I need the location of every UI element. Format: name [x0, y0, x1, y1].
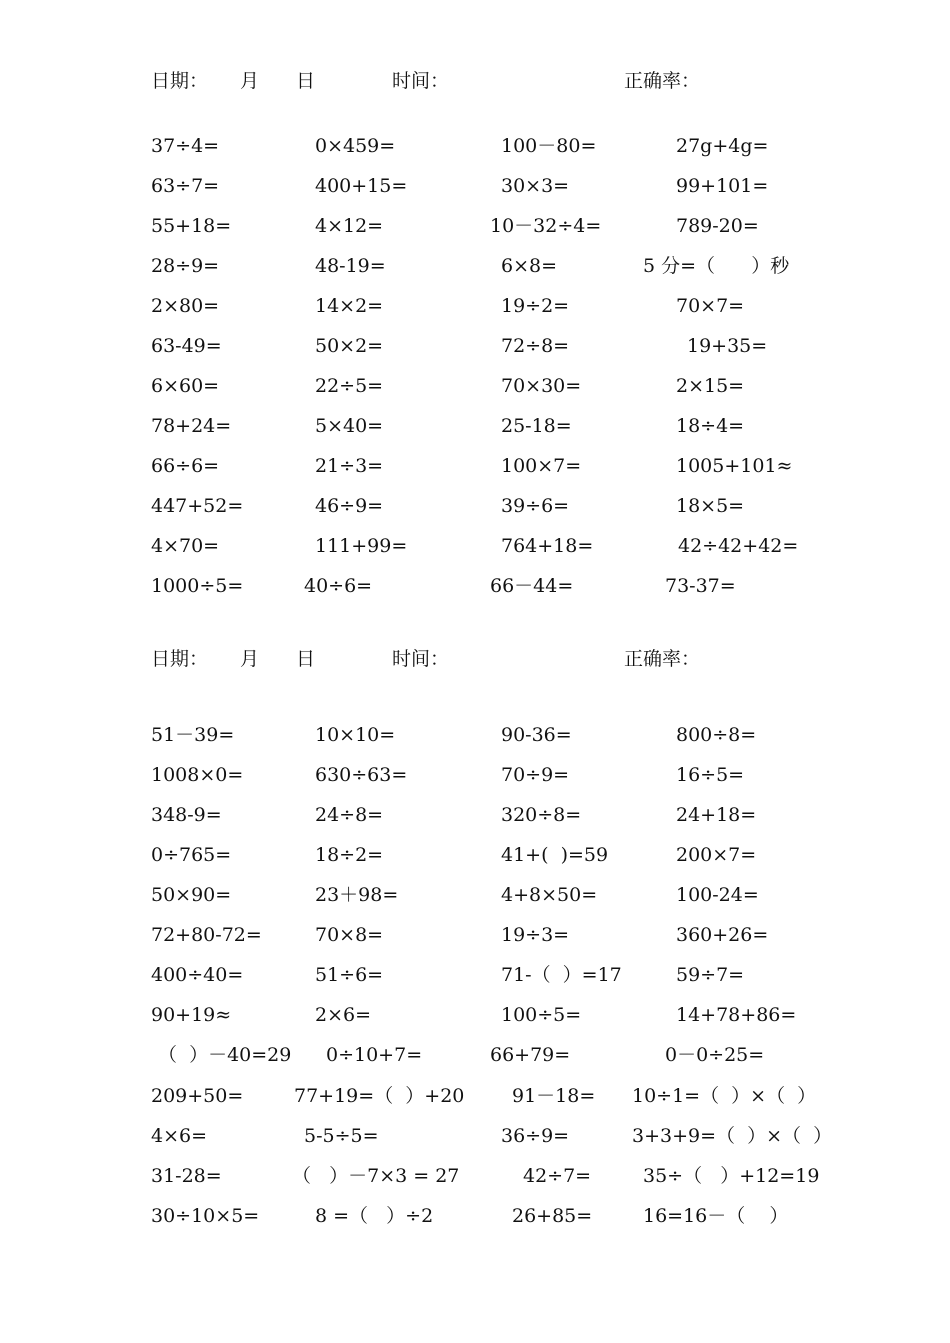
problem-row [0, 212, 950, 240]
problem-row [0, 332, 950, 360]
problem: 5 分=（ ）秒 [643, 255, 790, 277]
problem: 42÷7= [523, 1165, 592, 1187]
accuracy-label: 正确率： [624, 648, 701, 670]
problem: 66÷6= [151, 455, 220, 477]
problem: 36÷9= [501, 1125, 570, 1147]
problem: 72+80-72= [151, 924, 262, 946]
problem: 0×459= [315, 135, 396, 157]
problem: 48-19= [315, 255, 386, 277]
problem: 360+26= [676, 924, 769, 946]
problem: 40÷6= [304, 575, 373, 597]
problem: 16÷5= [676, 764, 745, 786]
problem: 6×8= [501, 255, 558, 277]
problem: 24+18= [676, 804, 757, 826]
problem: 5×40= [315, 415, 384, 437]
problem-row [0, 132, 950, 160]
month-label: 月 [240, 70, 260, 92]
problem-row [0, 961, 950, 989]
problem: 320÷8= [501, 804, 582, 826]
problem: 2×6= [315, 1004, 372, 1026]
problem: 400+15= [315, 175, 408, 197]
problem: 789-20= [676, 215, 759, 237]
worksheet-header-1 [0, 66, 950, 96]
problem: 14+78+86= [676, 1004, 797, 1026]
problem-row [0, 532, 950, 560]
problem: 22÷5= [315, 375, 384, 397]
problem: 46÷9= [315, 495, 384, 517]
problem: 3+3+9=（ ）×（ ） [632, 1125, 833, 1147]
problem: 0÷765= [151, 844, 232, 866]
problem-row [0, 761, 950, 789]
problem-row [0, 372, 950, 400]
problem: 21÷3= [315, 455, 384, 477]
problem: 77+19=（ ）+20 [294, 1085, 465, 1107]
problem: 70×8= [315, 924, 384, 946]
problem: 14×2= [315, 295, 384, 317]
problem: 1005+101≈ [676, 455, 793, 477]
problem: 63÷7= [151, 175, 220, 197]
time-label: 时间： [392, 648, 450, 670]
problem: 1000÷5= [151, 575, 244, 597]
problem: 19÷3= [501, 924, 570, 946]
problem: 66+79= [490, 1044, 571, 1066]
problem: 764+18= [501, 535, 594, 557]
problem: 19+35= [687, 335, 768, 357]
problem: （ ）－7×3 = 27 [292, 1165, 460, 1187]
problem: 18×5= [676, 495, 745, 517]
problem: 90-36= [501, 724, 572, 746]
problem: 100－80= [501, 135, 597, 157]
problem: 2×15= [676, 375, 745, 397]
day-label: 日 [296, 70, 316, 92]
accuracy-label: 正确率： [624, 70, 701, 92]
problem: 4×12= [315, 215, 384, 237]
problem: 100×7= [501, 455, 582, 477]
problem: 42÷42+42= [678, 535, 799, 557]
problem: 66－44= [490, 575, 574, 597]
problem: 39÷6= [501, 495, 570, 517]
problem: 78+24= [151, 415, 232, 437]
problem: 10×10= [315, 724, 396, 746]
problem: 70÷9= [501, 764, 570, 786]
problem: 8 =（ ）÷2 [315, 1205, 434, 1227]
problem: 28÷9= [151, 255, 220, 277]
problem: 800÷8= [676, 724, 757, 746]
problem: 19÷2= [501, 295, 570, 317]
problem: 1008×0= [151, 764, 244, 786]
date-label: 日期： [151, 70, 209, 92]
problem-row [0, 252, 950, 280]
problem: 447+52= [151, 495, 244, 517]
problem-row [0, 1082, 950, 1110]
problem: （ ）－40=29 [158, 1044, 292, 1066]
problem-row [0, 721, 950, 749]
problem: 71-（ ）=17 [501, 964, 622, 986]
problem: 6×60= [151, 375, 220, 397]
problem: 100÷5= [501, 1004, 582, 1026]
problem-row [0, 1001, 950, 1029]
problem: 72÷8= [501, 335, 570, 357]
problem-row [0, 1162, 950, 1190]
problem: 4+8×50= [501, 884, 598, 906]
problem: 23＋98= [315, 884, 399, 906]
time-label: 时间： [392, 70, 450, 92]
problem: 4×6= [151, 1125, 208, 1147]
problem-row [0, 292, 950, 320]
problem: 0－0÷25= [665, 1044, 765, 1066]
problem: 10÷1=（ ）×（ ） [632, 1085, 817, 1107]
problem-row [0, 1041, 950, 1069]
problem-row [0, 412, 950, 440]
problem: 26+85= [512, 1205, 593, 1227]
problem-row [0, 492, 950, 520]
problem: 16=16－（ ） [643, 1205, 789, 1227]
problem-row [0, 881, 950, 909]
problem: 63-49= [151, 335, 222, 357]
problem: 70×7= [676, 295, 745, 317]
problem: 0÷10+7= [326, 1044, 423, 1066]
problem: 18÷4= [676, 415, 745, 437]
problem: 630÷63= [315, 764, 408, 786]
problem: 37÷4= [151, 135, 220, 157]
problem: 5-5÷5= [304, 1125, 379, 1147]
problem: 50×2= [315, 335, 384, 357]
problem: 24÷8= [315, 804, 384, 826]
problem: 55+18= [151, 215, 232, 237]
problem: 2×80= [151, 295, 220, 317]
problem: 99+101= [676, 175, 769, 197]
problem: 30×3= [501, 175, 570, 197]
problem: 27g+4g= [676, 135, 769, 157]
problem: 35÷（ ）+12=19 [643, 1165, 820, 1187]
problem: 200×7= [676, 844, 757, 866]
day-label: 日 [296, 648, 316, 670]
problem-row [0, 1202, 950, 1230]
date-label: 日期： [151, 648, 209, 670]
problem: 41+( )=59 [501, 844, 609, 866]
problem: 59÷7= [676, 964, 745, 986]
problem: 400÷40= [151, 964, 244, 986]
problem: 31-28= [151, 1165, 222, 1187]
problem: 30÷10×5= [151, 1205, 260, 1227]
problem-row [0, 172, 950, 200]
problem: 348-9= [151, 804, 222, 826]
problem: 18÷2= [315, 844, 384, 866]
problem: 111+99= [315, 535, 408, 557]
problem: 91－18= [512, 1085, 596, 1107]
problem: 10－32÷4= [490, 215, 602, 237]
problem-row [0, 1122, 950, 1150]
problem-row [0, 452, 950, 480]
worksheet-header-2 [0, 644, 950, 674]
problem: 73-37= [665, 575, 736, 597]
problem: 4×70= [151, 535, 220, 557]
problem: 50×90= [151, 884, 232, 906]
problem: 25-18= [501, 415, 572, 437]
problem-row [0, 841, 950, 869]
problem: 70×30= [501, 375, 582, 397]
problem-row [0, 921, 950, 949]
problem-row [0, 572, 950, 600]
problem-row [0, 801, 950, 829]
problem: 51÷6= [315, 964, 384, 986]
problem: 209+50= [151, 1085, 244, 1107]
problem: 90+19≈ [151, 1004, 232, 1026]
month-label: 月 [240, 648, 260, 670]
problem: 100-24= [676, 884, 759, 906]
problem: 51－39= [151, 724, 235, 746]
